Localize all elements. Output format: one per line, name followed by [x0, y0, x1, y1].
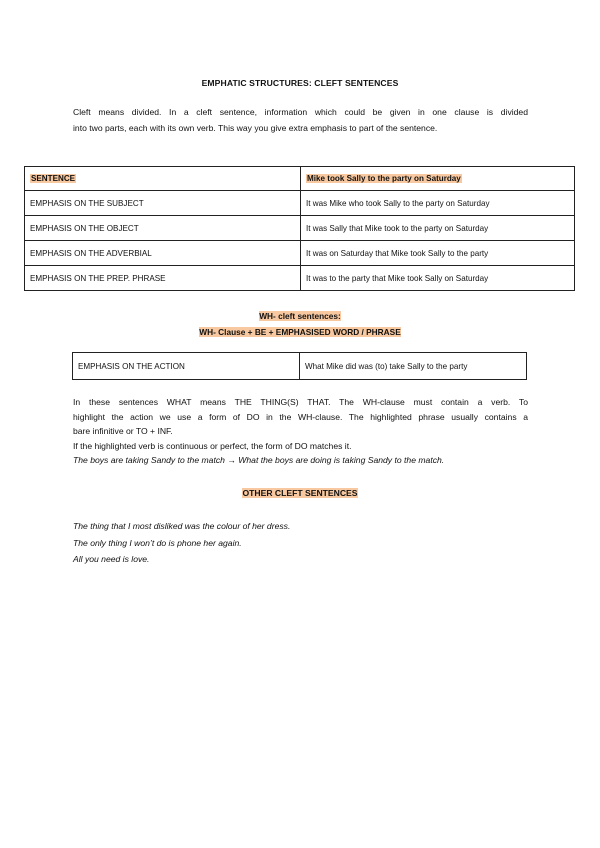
row-label: EMPHASIS ON THE OBJECT: [25, 216, 301, 241]
table-header-row: [25, 167, 575, 191]
table-header-value-cell: [301, 167, 575, 191]
example-sentence: The only thing I won’t do is phone her again.: [73, 537, 242, 548]
row-value: What Mike did was (to) take Sally to the party: [300, 353, 527, 380]
other-cleft-heading: [0, 488, 600, 498]
table-row: [73, 353, 527, 380]
table-row: [25, 266, 575, 291]
table-header-label-cell: [25, 167, 301, 191]
row-label: EMPHASIS ON THE SUBJECT: [25, 191, 301, 216]
intro-line: into two parts, each with its own verb. This way you give extra emphasis to part of the sentence.: [73, 123, 438, 133]
row-label: EMPHASIS ON THE PREP. PHRASE: [25, 266, 301, 291]
explanation-paragraph: [73, 395, 528, 468]
intro-line: Cleft means divided. In a cleft sentence, information which could be given in one clause is divided: [73, 107, 528, 117]
row-label: EMPHASIS ON THE ADVERBIAL: [25, 241, 301, 266]
explanation-example: The boys are taking Sandy to the match → What the boys are doing is taking Sandy to the match.: [73, 455, 445, 466]
table-row: [25, 191, 575, 216]
explanation-line: In these sentences WHAT means THE THING(S) THAT. The WH-clause must contain a verb. To: [73, 397, 528, 407]
explanation-line: bare infinitive or TO + INF.: [73, 426, 173, 437]
example-sentence: All you need is love.: [73, 554, 150, 564]
table-row: [25, 241, 575, 266]
row-label: EMPHASIS ON THE ACTION: [73, 353, 300, 380]
row-value: It was Mike who took Sally to the party on Saturday: [301, 191, 575, 216]
wh-cleft-title: WH- cleft sentences:: [259, 311, 341, 321]
table-row: [25, 216, 575, 241]
wh-cleft-table: [72, 352, 527, 380]
example-sentence: The thing that I most disliked was the colour of her dress.: [73, 521, 291, 531]
cleft-examples-table: [24, 166, 575, 291]
other-cleft-title: OTHER CLEFT SENTENCES: [242, 488, 358, 498]
header-label: SENTENCE: [31, 174, 76, 183]
explanation-line: If the highlighted verb is continuous or perfect, the form of DO matches it.: [73, 440, 352, 451]
header-sentence: Mike took Sally to the party on Saturday: [307, 174, 461, 183]
explanation-line: highlight the action we use a form of DO in the WH-clause. The highlighted phrase usually contains a: [73, 411, 528, 422]
row-value: It was Sally that Mike took to the party on Saturday: [301, 216, 575, 241]
page-title: EMPHATIC STRUCTURES: CLEFT SENTENCES: [201, 78, 399, 88]
row-value: It was on Saturday that Mike took Sally to the party: [301, 241, 575, 266]
row-value: It was to the party that Mike took Sally on Saturday: [301, 266, 575, 291]
wh-cleft-formula: WH- Clause + BE + EMPHASISED WORD / PHRASE: [199, 327, 401, 337]
intro-paragraph: [73, 104, 528, 136]
other-cleft-examples: [73, 518, 528, 568]
wh-cleft-heading: [0, 308, 600, 340]
